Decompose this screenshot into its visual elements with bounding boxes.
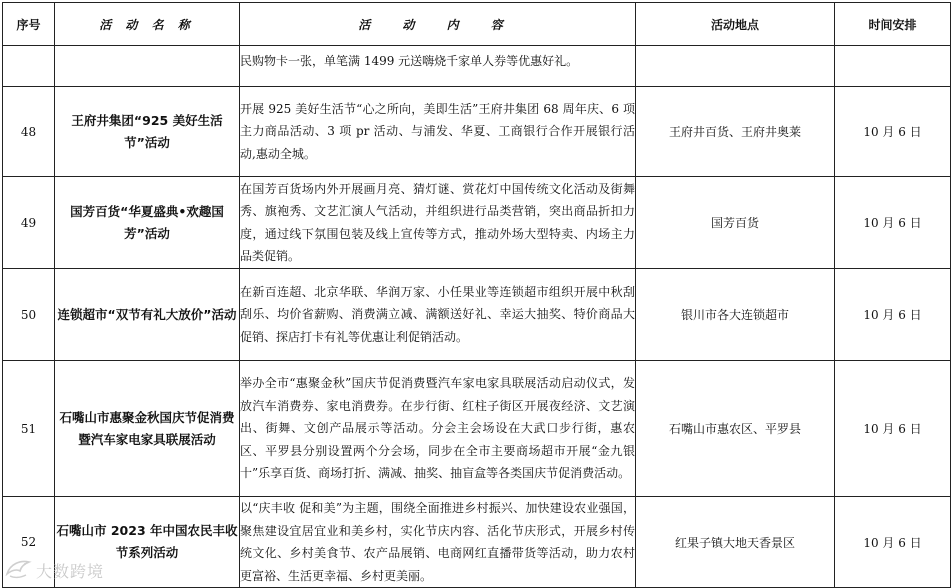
row-location: 国芳百货 bbox=[636, 177, 835, 269]
row-activity-content: 在国芳百货场内外开展画月亮、猜灯谜、赏花灯中国传统文化活动及街舞秀、旗袍秀、文艺汇演人气活动，并组织进行品类营销，突出商品折扣力度，通过线下氛围包装及线上宣传等方式，推动外场大型特卖、内场主力品类促销。 bbox=[240, 177, 636, 269]
watermark-text: 大数跨境 bbox=[36, 562, 105, 581]
table-row bbox=[3, 269, 951, 361]
row-time: 10 月 6 日 bbox=[835, 87, 951, 177]
header-time: 时间安排 bbox=[835, 3, 951, 46]
row-seq: 52 bbox=[3, 497, 55, 588]
row-location: 银川市各大连锁超市 bbox=[636, 269, 835, 361]
dolphin-logo-icon bbox=[4, 556, 32, 582]
row-activity-content: 开展 925 美好生活节“心之所向，美即生活”王府井集团 68 周年庆、6 项主力商品活动、3 项 pr 活动、与浦发、华夏、工商银行合作开展银行活动,惠动全城。 bbox=[240, 87, 636, 177]
row-activity-name: 连锁超市“双节有礼大放价”活动 bbox=[55, 269, 240, 361]
table-row bbox=[3, 497, 951, 588]
header-activity-content: 活 动 内 容 bbox=[240, 3, 636, 46]
table-row bbox=[3, 46, 951, 87]
row-content-text: 以“庆丰收 促和美”为主题，围绕全面推进乡村振兴、加快建设农业强国，聚焦建设宜居宜业和美乡村，实化节庆内容、活化节庆形式，开展乡村传统文化、乡村美食节、农产品展销、电商网红直播带货等活动，助力农村更富裕、生活更幸福、乡村更美丽。 bbox=[240, 501, 635, 583]
row-location: 红果子镇大地天香景区 bbox=[636, 497, 835, 588]
table-row bbox=[3, 177, 951, 269]
row-activity-name: 石嘴山市惠聚金秋国庆节促消费暨汽车家电家具联展活动 bbox=[55, 361, 240, 497]
header-seq: 序号 bbox=[3, 3, 55, 46]
row-time: 10 月 6 日 bbox=[835, 269, 951, 361]
row-time: 10 月 6 日 bbox=[835, 361, 951, 497]
table-row bbox=[3, 87, 951, 177]
row-activity-name: 国芳百货“华夏盛典•欢趣国芳”活动 bbox=[55, 177, 240, 269]
row-location: 王府井百货、王府井奥莱 bbox=[636, 87, 835, 177]
row-content-text: 民购物卡一张，单笔满 1499 元送嗨烧千家单人券等优惠好礼。 bbox=[240, 54, 579, 68]
row-activity-content: 在新百连超、北京华联、华润万家、小任果业等连锁超市组织开展中秋刮刮乐、均价省薪购、消费满立减、满额送好礼、幸运大抽奖、特价商品大促销、探店打卡有礼等优惠让利促销活动。 bbox=[240, 269, 636, 361]
row-activity-name: 王府井集团“925 美好生活节”活动 bbox=[55, 87, 240, 177]
header-location: 活动地点 bbox=[636, 3, 835, 46]
row-location bbox=[636, 46, 835, 87]
row-seq: 49 bbox=[3, 177, 55, 269]
row-activity-name bbox=[55, 46, 240, 87]
row-activity-content bbox=[240, 497, 636, 588]
header-activity-name: 活 动 名 称 bbox=[55, 3, 240, 46]
row-time: 10 月 6 日 bbox=[835, 177, 951, 269]
activity-schedule-table bbox=[2, 2, 951, 588]
row-seq: 48 bbox=[3, 87, 55, 177]
row-seq: 51 bbox=[3, 361, 55, 497]
row-time: 10 月 6 日 bbox=[835, 497, 951, 588]
row-location: 石嘴山市惠农区、平罗县 bbox=[636, 361, 835, 497]
row-time bbox=[835, 46, 951, 87]
row-activity-name: 石嘴山市 2023 年中国农民丰收节系列活动 bbox=[55, 497, 240, 588]
row-activity-content bbox=[240, 46, 636, 87]
row-seq: 50 bbox=[3, 269, 55, 361]
header-row bbox=[3, 3, 951, 46]
row-activity-content: 举办全市“惠聚金秋”国庆节促消费暨汽车家电家具联展活动启动仪式，发放汽车消费券、家电消费券。在步行街、红柱子街区开展夜经济、文艺演出、街舞、文创产品展示等活动。分会主会场设在大武口步行街，惠农区、平罗县分别设置两个分会场，同步在全市主要商场超市开展“金九银十”乐享百货、商场打折、满减、抽奖、抽盲盒等各类国庆节促消费活动。 bbox=[240, 361, 636, 497]
row-seq bbox=[3, 46, 55, 87]
watermark bbox=[4, 556, 124, 582]
table-row bbox=[3, 361, 951, 497]
